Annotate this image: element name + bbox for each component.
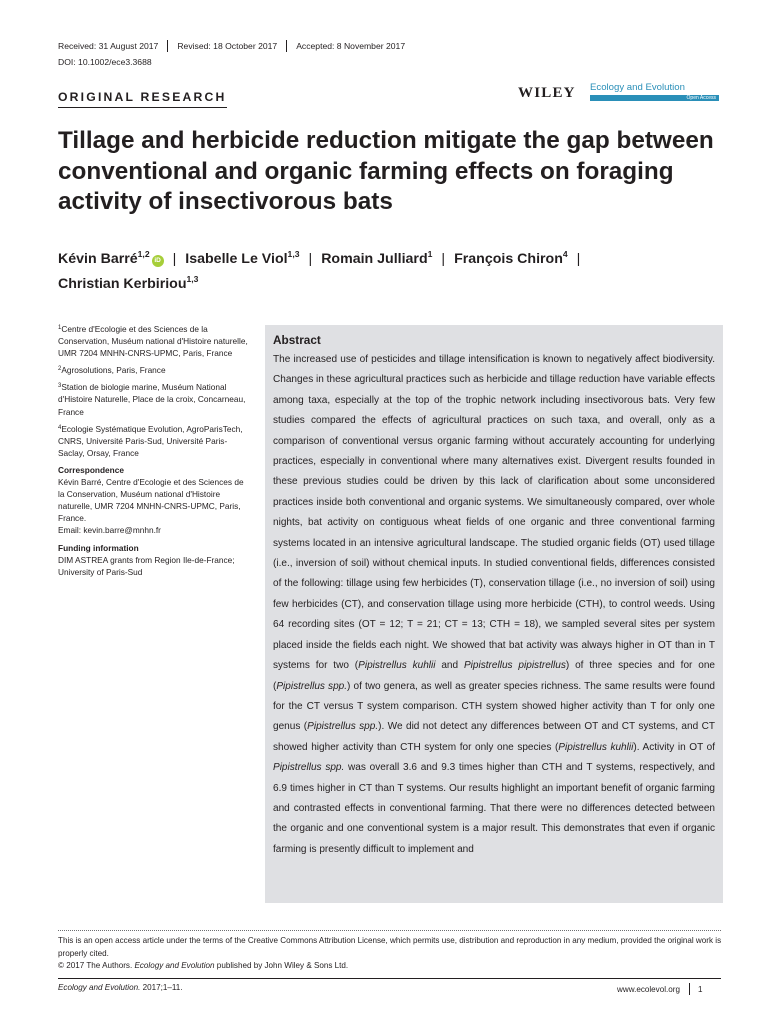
correspondence-text: Kévin Barré, Centre d'Ecologie et des Sciences de la Conservation, Muséum national d'Histoire naturelle, UMR 7204 MNHN-CNRS-UPMC, Paris, France. xyxy=(58,477,244,524)
left-column xyxy=(58,323,252,583)
citation: Ecology and Evolution. 2017;1–11. xyxy=(58,983,183,992)
orcid-icon[interactable]: iD xyxy=(152,255,164,267)
doi[interactable]: DOI: 10.1002/ece3.3688 xyxy=(58,57,152,67)
affiliation: $^1$Centre d'Ecologie et des Sciences de la Conservation, Muséum national d'Histoire naturelle, UMR 7204 MNHN-CNRS-UPMC, Paris, France xyxy=(58,324,248,359)
affiliation: $^4$Ecologie Systématique Evolution, AgroParisTech, CNRS, Université Paris-Sud, Université Paris-Saclay, Orsay, France xyxy=(58,423,243,458)
footer-rule xyxy=(58,978,721,979)
author[interactable]: Christian Kerbiriou$^{1,3}$ xyxy=(58,274,199,292)
license-text: This is an open access article under the terms of the Creative Commons Attribution License, which permits use, distribution and reproduction in any medium, provided the original work is properly cited. xyxy=(58,936,722,958)
funding-text: DIM ASTREA grants from Region Ile-de-France; University of Paris-Sud xyxy=(58,554,235,577)
correspondence-heading: Correspondence xyxy=(58,464,124,475)
abstract-box xyxy=(265,325,723,903)
correspondence-email[interactable]: Email: kevin.barre@mnhn.fr xyxy=(58,525,161,536)
page-number: 1 xyxy=(697,984,703,994)
open-access-bar xyxy=(590,95,719,101)
author-list xyxy=(58,247,748,297)
revised-date: Revised: 18 October 2017 xyxy=(177,41,278,51)
author-separator: | xyxy=(576,251,581,267)
funding-heading: Funding information xyxy=(58,542,139,553)
journal-website[interactable]: www.ecolevol.org xyxy=(617,984,680,994)
journal-name: Ecology and Evolution xyxy=(590,82,685,93)
section-label: ORIGINAL RESEARCH xyxy=(58,90,227,108)
author-separator: | xyxy=(172,251,177,267)
license-notice xyxy=(58,935,723,973)
author[interactable]: Romain Julliard$^1$ xyxy=(321,249,433,267)
divider xyxy=(167,40,168,52)
journal-logo xyxy=(590,82,720,101)
author-separator: | xyxy=(441,251,446,267)
accepted-date: Accepted: 8 November 2017 xyxy=(296,41,406,51)
divider xyxy=(286,40,287,52)
publication-dates xyxy=(58,40,405,52)
copyright-line: © 2017 The Authors. Ecology and Evolution published by John Wiley & Sons Ltd. xyxy=(58,961,349,970)
abstract-text: The increased use of pesticides and tillage intensification is known to negatively affect biodiversity. Changes in these agricultural practices such as herbicide and tillage reduction have variable effects among taxa, especially at the top of the trophic network including insectivorous bats. Very few studies compared the effects of agricultural practices on such taxa, and overall, only as a comparison of conventional versus organic farming without accurately accounting for underlying practices, especially in conventional where many alternatives exist. Divergent results founded in these previous studies could be driven by this lack of clarification about some unconsidered practices inside both conventional and organic systems. We simultaneously compared, over whole nights, bat activity on contiguous wheat fields of one organic and three conventional farming systems located in an intensive agricultural landscape. The studied organic fields (OT) used tillage (i.e., inversion of soil) without chemical inputs. In studied conventional fields, differences consisted of the following: tillage using few herbicides (T), conservation tillage (i.e., no inversion of soil) using few herbicides (CT), and conservation tillage using more herbicide (CTH), to control weeds. Using 64 recording sites (OT = 12; T = 21; CT = 13; CTH = 18), we sampled several sites per system placed inside the fields each night. We showed that bat activity was always higher in OT than in T systems for two (Pipistrellus kuhlii and Pipistrellus pipistrellus) of three species and for one (Pipistrellus spp.) of two genera, as well as greater species richness. The same results were found for the CT versus T system comparison. CTH system showed higher activity than T for only one genus (Pipistrellus spp.). We did not detect any differences between OT and CT systems, and CT showed higher activity than CTH system for only one species (Pipistrellus kuhlii). Activity in OT of Pipistrellus spp. was overall 3.6 and 9.3 times higher than CTH and T systems, respectively, and 6.9 times higher in CT than T systems. Our results highlight an important benefit of organic farming and contrasted effects in conventional farming. That there were no differences detected between the organic and one conventional system is a major result. This demonstrates that even if organic farming is presently difficult to implement and xyxy=(273,354,715,855)
author[interactable]: Kévin Barré$^{1,2}$ xyxy=(58,249,150,267)
affiliation: $^2$Agrosolutions, Paris, France xyxy=(58,365,166,376)
publisher-logo: WILEY xyxy=(518,85,576,101)
abstract-heading: Abstract xyxy=(273,333,321,347)
received-date: Received: 31 August 2017 xyxy=(58,41,159,51)
affiliation: $^3$Station de biologie marine, Muséum National d'Histoire Naturelle, Place de la croix, Concarneau, France xyxy=(58,382,246,417)
footer-divider xyxy=(58,930,721,931)
open-access-label: Open Access xyxy=(686,95,716,101)
article-title: Tillage and herbicide reduction mitigate the gap between conventional and organic farming effects on foraging activity of insectivorous bats xyxy=(58,127,714,215)
divider xyxy=(689,983,690,995)
author-separator: | xyxy=(308,251,313,267)
author[interactable]: François Chiron$^4$ xyxy=(454,249,568,267)
author[interactable]: Isabelle Le Viol$^{1,3}$ xyxy=(185,249,300,267)
footer-right xyxy=(617,983,703,995)
